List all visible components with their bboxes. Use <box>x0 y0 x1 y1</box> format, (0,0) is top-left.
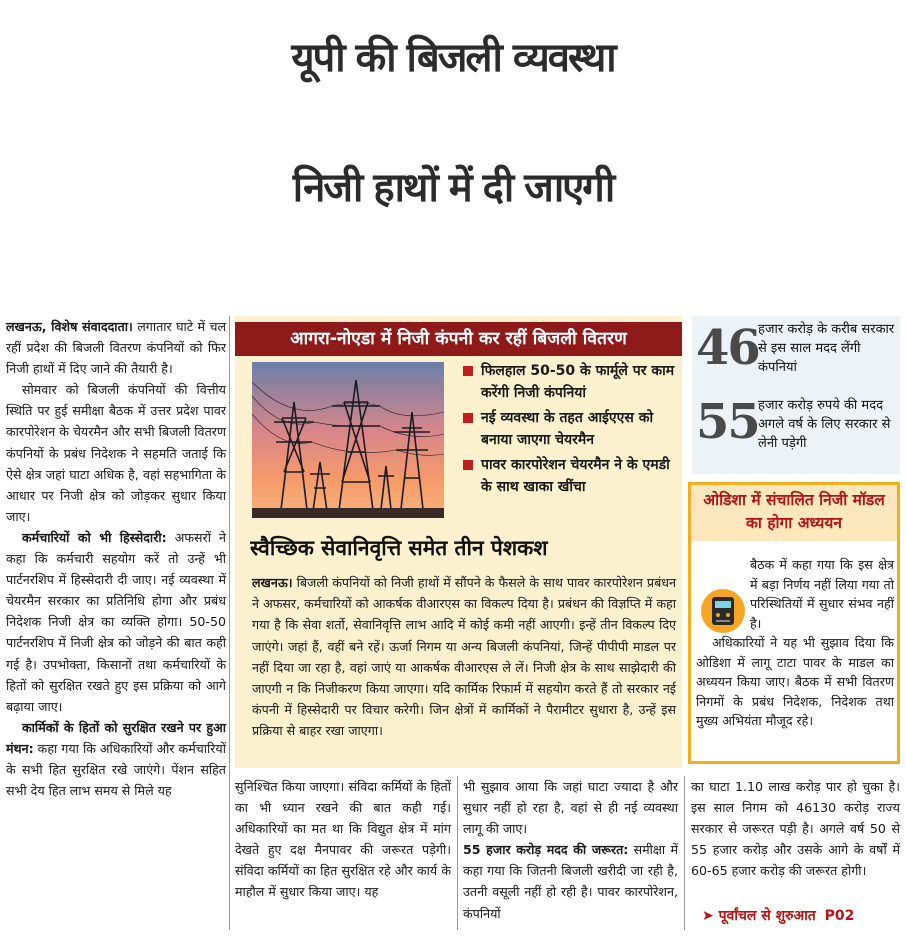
transmission-tower-photo <box>252 362 444 518</box>
continued-link[interactable] <box>702 906 902 925</box>
odisha-article <box>696 555 894 731</box>
column-1 <box>6 316 226 801</box>
arrow-right-icon: ➤ <box>702 908 714 924</box>
stat-text: हजार करोड़ के करीब सरकार से इस साल मदद लेंगी कंपनियां <box>758 322 895 375</box>
paragraph: अफसरों ने कहा कि कर्मचारी सहयोग करें तो उन्हें भी पार्टनरशिप में हिस्सेदारी दी जाए। नई व्यवस्था में चेयरमैन सरकार का प्रतिनिधि होगा और प्रबंध निदेशक निजी क्षेत्र का व्यक्ति होगा। 50-50 पार्टनरशिप में निजी क्षेत्र को जोड़ने की बात कही गई है। उपभोक्ता, किसानों तथा कर्मचारियों के हितों को सुरक्षित रखते हुए इस प्रक्रिया को आगे बढ़ाया जाए। <box>6 529 226 714</box>
paragraph: बैठक में कहा गया कि इस क्षेत्र में बड़ा निर्णय नहीं लिया गया तो परिस्थितियों में सुधार संभव नहीं है। <box>750 557 894 631</box>
paragraph: भी सुझाव आया कि जहां घाटा ज्यादा है और सुधार नहीं हो रहा है, वहां से ही नई व्यवस्था लागू की जाए। <box>463 779 678 837</box>
dateline: लखनऊ। <box>252 575 293 590</box>
stat-text: हजार करोड़ रुपये की मदद अगले वर्ष के लिए सरकार से लेनी पड़ेगी <box>758 398 891 451</box>
bullet-square-icon <box>463 413 473 423</box>
continued-label: पूर्वांचल से शुरुआत <box>718 908 816 924</box>
column-4 <box>691 776 900 881</box>
headline-line-2: निजी हाथों में दी जाएगी <box>292 165 614 211</box>
paragraph: अधिकारियों ने यह भी सुझाव दिया कि ओडिशा में लागू टाटा पावर के माडल का अध्ययन किया जाए। बैठक में सभी वितरण निगमों के प्रबंध निदेशक, निदेशक तथा मुख्य अभियंता मौजूद रहे। <box>696 635 894 728</box>
bullet-item: फिलहाल 50-50 के फार्मूले पर काम करेंगी निजी कंपनियां <box>463 360 675 404</box>
vrs-article <box>252 572 676 742</box>
bullet-item: नई व्यवस्था के तहत आईएएस को बनाया जाएगा चेयरमैन <box>463 407 675 451</box>
subheading: 55 हजार करोड़ मदद की जरूरत: <box>463 842 629 858</box>
bullet-square-icon <box>463 366 473 376</box>
bullet-item: पावर कारपोरेशन चेयरमैन ने के एमडी के साथ खाका खींचा <box>463 454 675 498</box>
column-rule <box>457 776 458 930</box>
paragraph: बिजली कंपनियों को निजी हाथों में सौंपने के फैसले के साथ पावर कारपोरेशन प्रबंधन ने अफसर, कर्मचारियों को आकर्षक वीआरएस का विकल्प दिया है। प्रबंधन की विज्ञप्ति में कहा गया है कि सेवा शर्तो, सेवानिवृत्ति लाभ आदि में कोई कमी नहीं आएगी। इन्हें तीन विकल्प दिए जाएंगे। जहां हैं, वहीं बने रहें। ऊर्जा निगम या अन्य बिजली कंपनियां, जिन्हें पीपीपी माडल पर नहीं दिया जा रहा है, वहां जाएं या आकर्षक वीआरएस ले लें। निजी क्षेत्र के साथ साझेदारी की जाएगी न कि निजीकरण किया जाएगा। यदि कार्मिक रिफार्म में सहयोग करते हैं तो सरकार नई कंपनी में हिस्सेदारी पर विचार करेगी। जिन क्षेत्रों में कार्मिकों ने पैरामीटर सुधारा है, उन्हें इस प्रक्रिया से बाहर रखा जाएगा। <box>252 575 676 739</box>
stat-number: 46 <box>696 320 759 376</box>
paragraph: सोमवार को बिजली कंपनियों की वित्तीय स्थिति पर हुई समीक्षा बैठक में उत्तर प्रदेश पावर कारपोरेशन के चेयरमैन और सभी बिजली वितरण कंपनियों के प्रबंध निदेशक ने सहमति जताई कि ऐसे क्षेत्र जहां घाटा अधिक है, वहां सहभागिता के आधार पर निजी क्षेत्र को जोड़कर सुधार किया जाए। <box>6 382 226 524</box>
column-2 <box>235 776 451 903</box>
paragraph: कहा गया कि अधिकारियों और कर्मचारियों के सभी हित सुरक्षित रखे जाएंगे। पेंशन सहित सभी देय हित लाभ समय से मिले यह <box>6 740 226 799</box>
column-rule <box>229 316 230 930</box>
feature-title: आगरा-नोएडा में निजी कंपनी कर रहीं बिजली वितरण <box>235 322 682 356</box>
subheading: कर्मचारियों को भी हिस्सेदारी: <box>22 529 167 545</box>
subheading: कार्मिकों के हितों को सुरक्षित रखने पर हुआ मंथन: <box>6 719 226 756</box>
bullet-square-icon <box>463 460 473 470</box>
page-reference: P02 <box>824 908 855 924</box>
vrs-heading: स्वैच्छिक सेवानिवृत्ति समेत तीन पेशकश <box>250 536 548 560</box>
headline-line-1: यूपी की बिजली व्यवस्था <box>291 35 615 81</box>
intro-paragraph: लगातार घाटे में चल रहीं प्रदेश की बिजली वितरण कंपनियों को फिर निजी हाथों में दिए जाने की तैयारी है। <box>6 319 226 377</box>
feature-bullets <box>463 360 675 501</box>
dateline: लखनऊ, विशेष संवाददाता। <box>6 319 133 334</box>
paragraph: सुनिश्चित किया जाएगा। संविदा कर्मियों के हितों का भी ध्यान रखने की बात कही गई। अधिकारियों का मत था कि विद्युत क्षेत्र में मांग देखते हुए दक्ष मैनपावर की जरूरत पड़ेगी। संविदा कर्मियों का हित सुरक्षित रहे और कार्य के माहौल में सुधार किया जाए। यह <box>235 779 451 900</box>
column-rule <box>684 776 685 930</box>
odisha-title: ओडिशा में संचालित निजी मॉडल का होगा अध्ययन <box>691 485 897 541</box>
paragraph: का घाटा 1.10 लाख करोड़ पार हो चुका है। इस साल निगम को 46130 करोड़ राज्य सरकार से जरूरत पड़ी है। अगले वर्ष 50 से 55 हजार करोड़ और उसके आगे के वर्षों में 60-65 हजार करोड़ की जरूरत होगी। <box>691 779 900 879</box>
column-3 <box>463 776 678 924</box>
paragraph: समीक्षा में कहा गया कि जितनी बिजली खरीदी जा रही है, उतनी वसूली नहीं हो रही है। पावर कारपोरेशन, कंपनियों <box>463 842 678 921</box>
stat-number: 55 <box>696 394 759 450</box>
